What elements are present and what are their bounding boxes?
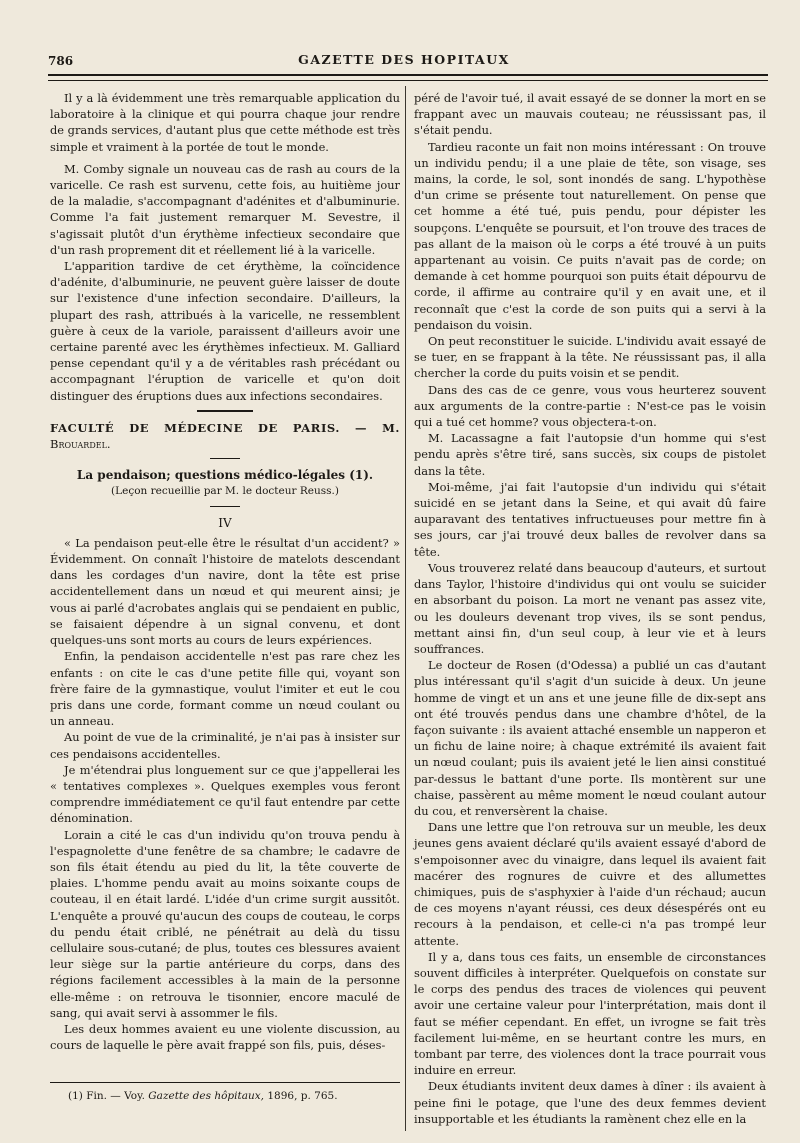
paragraph: L'apparition tardive de cet érythème, la coïncidence d'adénite, d'albuminurie, ne peuvent guère laisser de doute sur l'existence d'une infection secondaire. D'ailleurs, la plupart des rash, attribués à la varicelle, ne ressemblent guère à ceux de la variole, paraissent d'ailleurs avoir une certaine parenté avec les érythèmes infectieux. M. Galliard pense cependant qu'il y a de véritables rash précédant ou accompagnant l'éruption de varicelle et qu'on doit distinguer des éruptions dues aux infections secondaires. <box>50 259 400 403</box>
footnote-source: Gazette des hôpitaux, <box>148 1090 265 1102</box>
running-title: GAZETTE DES HOPITAUX <box>298 52 510 67</box>
section-separator <box>197 410 253 412</box>
lecture-note: (Leçon recueillie par M. le docteur Reuss.) <box>111 485 339 498</box>
paragraph: Je m'étendrai plus longuement sur ce que j'appellerai les « tentatives complexes ». Quelques exemples vous feront comprendre immédiatement ce qu'il faut entendre par cette dénomination. <box>50 762 400 826</box>
footnote-rule <box>50 1082 400 1083</box>
section-author: Brouardel. <box>50 437 111 452</box>
paragraph: M. Comby signale un nouveau cas de rash au cours de la varicelle. Ce rash est survenu, cette fois, au huitième jour de la maladie, s'accompagnant d'adénites et d'albuminurie. Comme l'a fait justement remarquer M. Sevestre, il s'agissait plutôt d'un érythème infectieux secondaire que d'un rash proprement dit et réellement lié à la varicelle. <box>50 161 400 257</box>
page-number: 786 <box>48 54 74 68</box>
paragraph: On peut reconstituer le suicide. L'individu avait essayé de se tuer, en se frappant à la tête. Ne réussissant pas, il alla chercher la corde du puits voisin et se pendit. <box>414 334 766 381</box>
section-title: FACULTÉ DE MÉDECINE DE PARIS. — M. Brouardel. <box>50 420 400 452</box>
left-column <box>50 90 400 1053</box>
paragraph: Moi-même, j'ai fait l'autopsie d'un individu qui s'était suicidé en se jetant dans la Seine, et qui avait dû faire auparavant des tentatives infructueuses pour mettre fin à ses jours, car j'ai trouvé deux balles de revolver dans sa tête. <box>414 479 766 559</box>
title-separator <box>210 458 240 459</box>
header-rule <box>48 74 768 81</box>
paragraph: « La pendaison peut-elle être le résultat d'un accident? » Évidemment. On connaît l'histoire de matelots descendant dans les cordages d'un navire, dont la tête est prise accidentellement dans un nœud et qui meurent ainsi; je vous ai parlé d'acrobates anglais qui se pendaient en public, se faisaient dépendre à un signal convenu, et dont quelques-uns sont morts au cours de leurs expériences. <box>50 535 400 648</box>
paragraph: Les deux hommes avaient eu une violente discussion, au cours de laquelle le père avait frappé son fils, puis, déses- <box>50 1021 400 1053</box>
paragraph: Lorain a cité le cas d'un individu qu'on trouva pendu à l'espagnolette d'une fenêtre de sa chambre; le cadavre de son fils était étendu au pied du lit, la tête couverte de plaies. L'homme pendu avait au moins soixante coups de couteau, il en était lardé. L'idée d'un crime surgit aussitôt. L'enquête a prouvé qu'aucun des coups de couteau, le corps du pendu était criblé, ne pénétrait au delà du tissu cellulaire sous-cutané; de plus, toutes ces blessures avaient leur siège sur la partie antérieure du corps, dans des régions facilement accessibles à la main de la personne elle-même : on retrouva le tisonnier, encore maculé de sang, qui avait servi à assommer le fils. <box>50 827 400 1020</box>
right-column <box>414 90 766 1127</box>
footnote-mark: (1) Fin. — Voy. <box>68 1090 145 1102</box>
column-divider <box>405 86 406 1131</box>
paragraph: M. Lacassagne a fait l'autopsie d'un homme qui s'est pendu après s'être tiré, sans succès, six coups de pistolet dans la tête. <box>414 431 766 478</box>
paragraph: Le docteur de Rosen (d'Odessa) a publié un cas d'autant plus intéressant qu'il s'agit d'un suicide à deux. Un jeune homme de vingt et un ans et une jeune fille de dix-sept ans ont été trouvés pendus dans une chambre d'hôtel, de la façon suivante : ils avaient attaché ensemble un napperon et un fichu de laine noire; à chaque extrémité ils avaient fait un nœud coulant; puis ils avaient jeté le lien ainsi constitué par-dessus le battant d'une porte. Ils montèrent sur une chaise, passèrent au même moment le nœud coulant autour du cou, et renversèrent la chaise. <box>414 658 766 818</box>
paragraph: Vous trouverez relaté dans beaucoup d'auteurs, et surtout dans Taylor, l'histoire d'individus qui ont voulu se suicider en absorbant du poison. La mort ne venant pas assez vite, ou les douleurs devenant trop vives, ils se sont pendus, mettant ainsi fin, d'un seul coup, à leur vie et à leurs souffrances. <box>414 560 766 656</box>
paragraph: Deux étudiants invitent deux dames à dîner : ils avaient à peine fini le potage, que l'une des deux femmes devient insupportable et les étudiants la ramènent chez elle en la <box>414 1079 766 1126</box>
paragraph: Tardieu raconte un fait non moins intéressant : On trouve un individu pendu; il a une plaie de tête, son visage, ses mains, la corde, le sol, sont inondés de sang. L'hypothèse d'un crime se présente tout naturellement. On pense que cet homme a été tué, puis pendu, pour dépister les soupçons. L'enquête se poursuit, et l'on trouve des traces de pas allant de la maison où le corps a été trouvé à un puits appartenant au voisin. Ce puits n'avait pas de corde; on demande à cet homme pourquoi son puits était dépourvu de corde, il affirme au contraire qu'il y en avait une, et il reconnaît que c'est la corde de son puits qui a servi à la pendaison du voisin. <box>414 139 766 332</box>
paragraph: Il y a, dans tous ces faits, un ensemble de circonstances souvent difficiles à interpréter. Quelquefois on constate sur le corps des pendus des traces de violences qui peuvent avoir une certaine valeur pour l'interprétation, mais dont il faut se méfier cependant. En effet, un ivrogne se fait très facilement lui-même, en se heurtant contre les murs, en tombant par terre, des violences dont la trace pourrait vous induire en erreur. <box>414 949 766 1078</box>
paragraph: péré de l'avoir tué, il avait essayé de se donner la mort en se frappant avec un mauvais couteau; ne réussissant pas, il s'était pendu. <box>414 91 766 138</box>
lecture-title: La pendaison; questions médico-légales (1). <box>76 468 374 483</box>
paragraph: Il y a là évidemment une très remarquable application du laboratoire à la clinique et qui pourra chaque jour rendre de grands services, d'autant plus que cette méthode est très simple et vraiment à la portée de tout le monde. <box>50 91 400 154</box>
footnote-ref: 1896, p. 765. <box>267 1090 338 1102</box>
paragraph: Enfin, la pendaison accidentelle n'est pas rare chez les enfants : on cite le cas d'une petite fille qui, voyant son frère faire de la gymnastique, voulut l'imiter et eut le cou pris dans une corde, formant comme un nœud coulant ou un anneau. <box>50 649 400 729</box>
footnote <box>68 1090 338 1102</box>
paragraph: Dans une lettre que l'on retrouva sur un meuble, les deux jeunes gens avaient déclaré qu'ils avaient essayé d'abord de s'empoisonner avec du vinaigre, dans lequel ils avaient fait macérer des rognures de cuivre et des allumettes chimiques, puis de s'asphyxier à l'aide d'un réchaud; aucun de ces moyens n'ayant réussi, ces deux désespérés ont eu recours à la pendaison, et celle-ci n'a pas trompé leur attente. <box>414 820 766 948</box>
chapter-number: IV <box>218 515 232 530</box>
title-separator <box>210 506 240 507</box>
paragraph: Dans des cas de ce genre, vous vous heurterez souvent aux arguments de la contre-partie : N'est-ce pas le voisin qui a tué cet homme? vous objectera-t-on. <box>414 382 766 430</box>
page-header <box>48 46 760 70</box>
paragraph: Au point de vue de la criminalité, je n'ai pas à insister sur ces pendaisons accidentelles. <box>50 730 400 761</box>
